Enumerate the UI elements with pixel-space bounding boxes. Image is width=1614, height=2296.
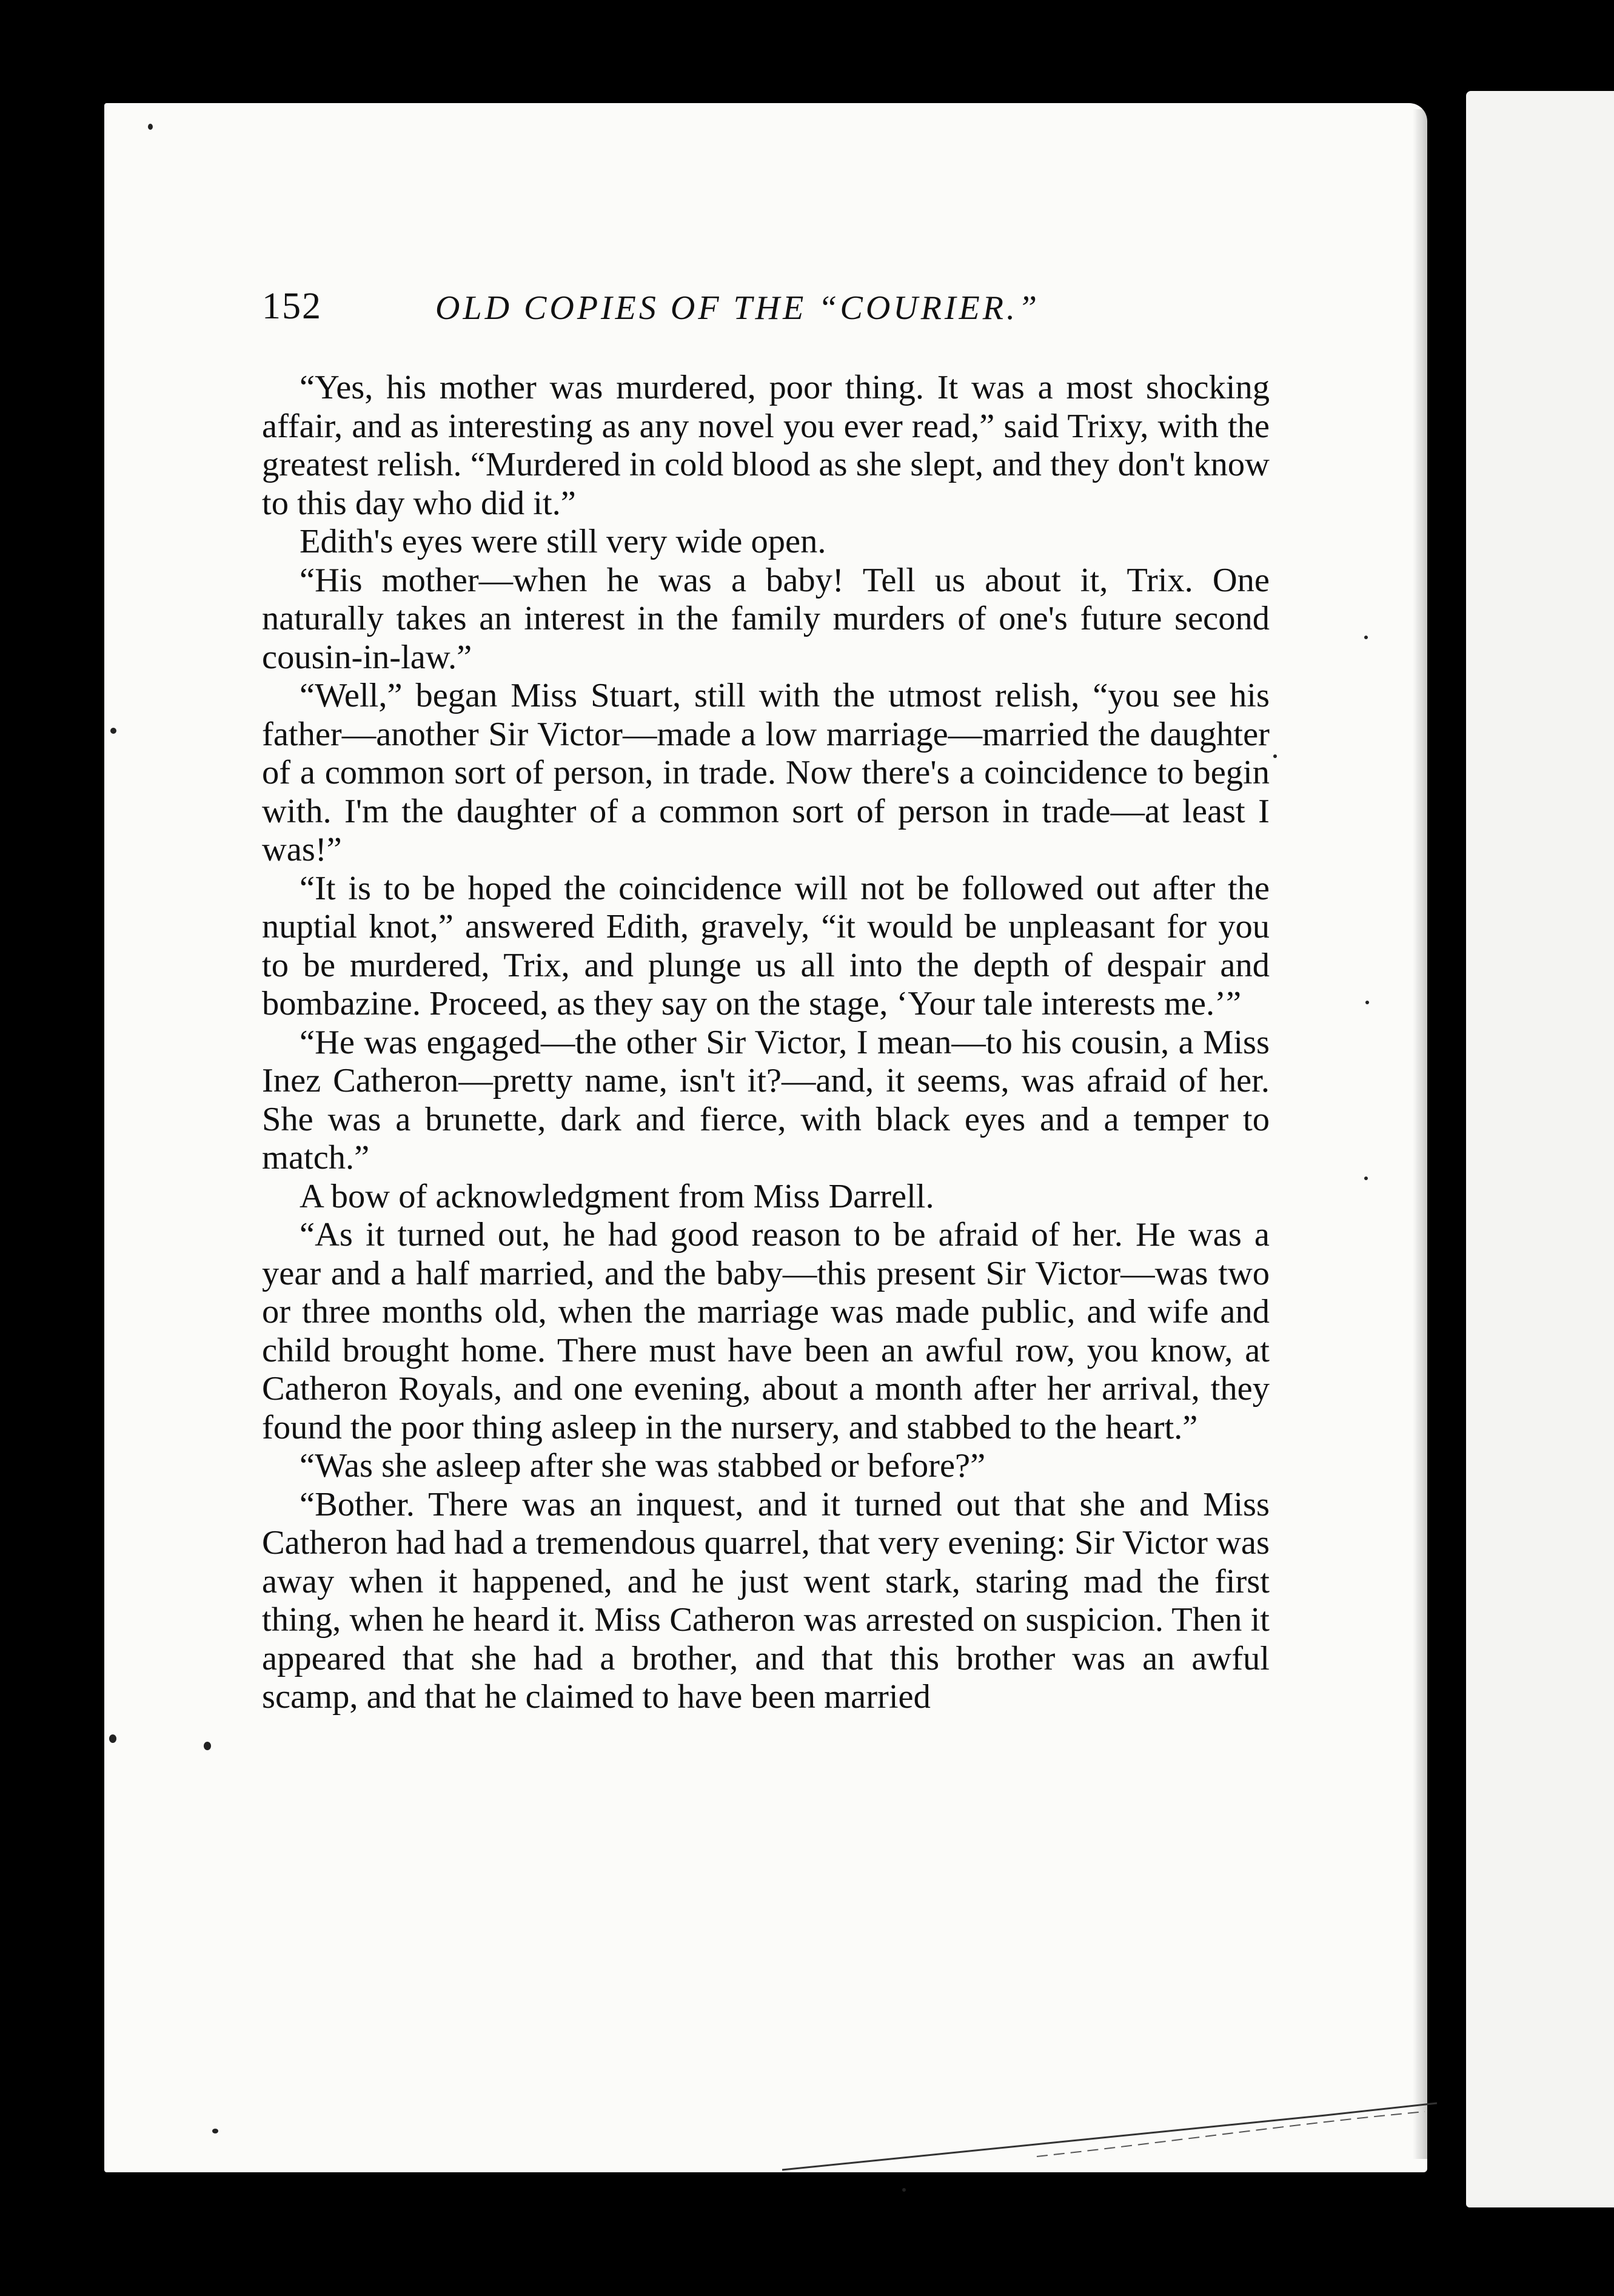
paragraph: “It is to be hoped the coincidence will not be followed out after the nuptial knot,” answered Edith, gravely, “it would be unpleasant for you to be murdered, Trix, and plunge us all into the depth of despair and bombazine. Proceed, as they say on the stage, ‘Your tale interests me.’”: [262, 869, 1270, 1022]
scan-speck: [902, 2188, 906, 2192]
body-text: [262, 369, 1270, 1717]
scan-speck: [1364, 1177, 1368, 1180]
scan-speck: [212, 2129, 218, 2133]
scan-speck: [1364, 636, 1368, 639]
scan-speck: [109, 1734, 116, 1743]
scan-speck: [1273, 754, 1277, 758]
page-gutter-shadow: [1413, 109, 1437, 2159]
paragraph: “Well,” began Miss Stuart, still with the utmost relish, “you see his father—another Sir Victor—made a low marriage—married the daughter of a common sort of person, in trade. Now there's a coincidence to begin with. I'm the daughter of a common sort of person in trade—at least I was!”: [262, 677, 1270, 868]
page-curl-lines: [782, 2098, 1443, 2171]
scan-speck: [148, 124, 153, 130]
running-header: [262, 285, 1268, 340]
adjacent-page-edge: [1466, 91, 1614, 2207]
paragraph: “As it turned out, he had good reason to be afraid of her. He was a year and a half married, and the baby—this present Sir Victor—was two or three months old, when the marriage was made public, and wife and child brought home. There must have been an awful row, you know, at Catheron Royals, and one evening, about a month after her arrival, they found the poor thing asleep in the nursery, and stabbed to the heart.”: [262, 1216, 1270, 1446]
paragraph: “Yes, his mother was murdered, poor thing. It was a most shocking affair, and as interesting as any novel you ever read,” said Trixy, with the greatest relish. “Murdered in cold blood as she slept, and they don't know to this day who did it.”: [262, 369, 1270, 522]
paragraph: Edith's eyes were still very wide open.: [300, 523, 826, 560]
paragraph: “Bother. There was an inquest, and it turned out that she and Miss Catheron had had a tremendous quarrel, that very evening: Sir Victor was away when it happened, and he just went stark, staring mad the first thing, when he heard it. Miss Catheron was arrested on suspicion. Then it appeared that she had a brother, and that this brother was an awful scamp, and that he claimed to have been married: [262, 1485, 1270, 1716]
paragraph: “His mother—when he was a baby! Tell us about it, Trix. One naturally takes an interest in the family murders of one's future second cousin-in-law.”: [262, 561, 1270, 676]
paragraph: “Was she asleep after she was stabbed or before?”: [300, 1447, 986, 1485]
running-title: OLD COPIES OF THE “COURIER.”: [435, 289, 1040, 327]
page-number: 152: [262, 286, 322, 327]
scan-speck: [204, 1742, 211, 1750]
scan-speck: [110, 728, 116, 734]
scan-speck: [1365, 1001, 1369, 1004]
paragraph: “He was engaged—the other Sir Victor, I mean—to his cousin, a Miss Inez Catheron—pretty name, isn't it?—and, it seems, was afraid of her. She was a brunette, dark and fierce, with black eyes and a temper to match.”: [262, 1023, 1270, 1177]
paragraph: A bow of acknowledgment from Miss Darrell.: [300, 1177, 934, 1215]
